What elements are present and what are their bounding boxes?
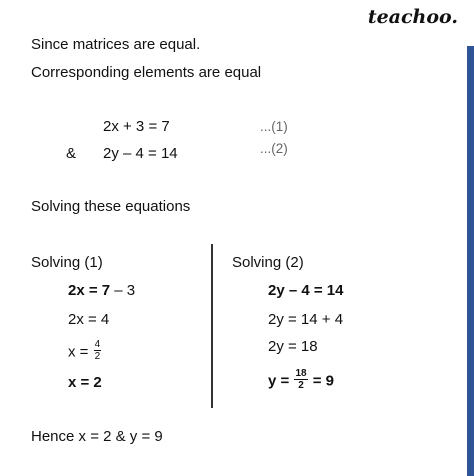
- intro-line-2: Corresponding elements are equal: [31, 64, 262, 81]
- right-title: Solving (2): [232, 254, 304, 271]
- intro-line-1: Since matrices are equal.: [31, 36, 201, 53]
- left-step-3-lhs: x =: [68, 343, 93, 361]
- right-step-4-lhs: y =: [268, 372, 294, 390]
- fraction-numerator: 4: [94, 339, 101, 350]
- accent-rail: [467, 46, 474, 476]
- fraction-4-over-2: [94, 339, 102, 362]
- ampersand: &: [66, 145, 77, 162]
- fraction-18-over-2: [294, 368, 307, 391]
- right-step-4-rhs: = 9: [308, 372, 334, 390]
- conclusion: Hence x = 2 & y = 9: [31, 428, 163, 445]
- right-step-4: [268, 370, 334, 393]
- equation-1-ref: ...(1): [260, 119, 288, 134]
- equation-2-ref: ...(2): [260, 141, 288, 156]
- equation-2: 2y – 4 = 14: [103, 145, 178, 162]
- left-step-1-bold: 2x = 7: [68, 282, 111, 299]
- left-step-2: 2x = 4: [68, 311, 110, 328]
- fraction-denominator: 2: [298, 380, 304, 391]
- left-step-1: [68, 282, 135, 300]
- left-step-3: [68, 341, 102, 364]
- teachoo-logo: teachoo.: [367, 6, 458, 28]
- right-step-1: 2y – 4 = 14: [268, 282, 344, 299]
- column-divider: [211, 244, 213, 408]
- left-step-1-rest: – 3: [110, 282, 136, 299]
- fraction-numerator: 18: [295, 368, 307, 379]
- right-step-2: 2y = 14 + 4: [268, 311, 344, 328]
- equation-1: 2x + 3 = 7: [103, 118, 170, 135]
- left-step-4: x = 2: [68, 374, 102, 391]
- left-title: Solving (1): [31, 254, 103, 271]
- fraction-denominator: 2: [94, 351, 101, 362]
- solving-heading: Solving these equations: [31, 198, 191, 215]
- right-step-3: 2y = 18: [268, 338, 318, 355]
